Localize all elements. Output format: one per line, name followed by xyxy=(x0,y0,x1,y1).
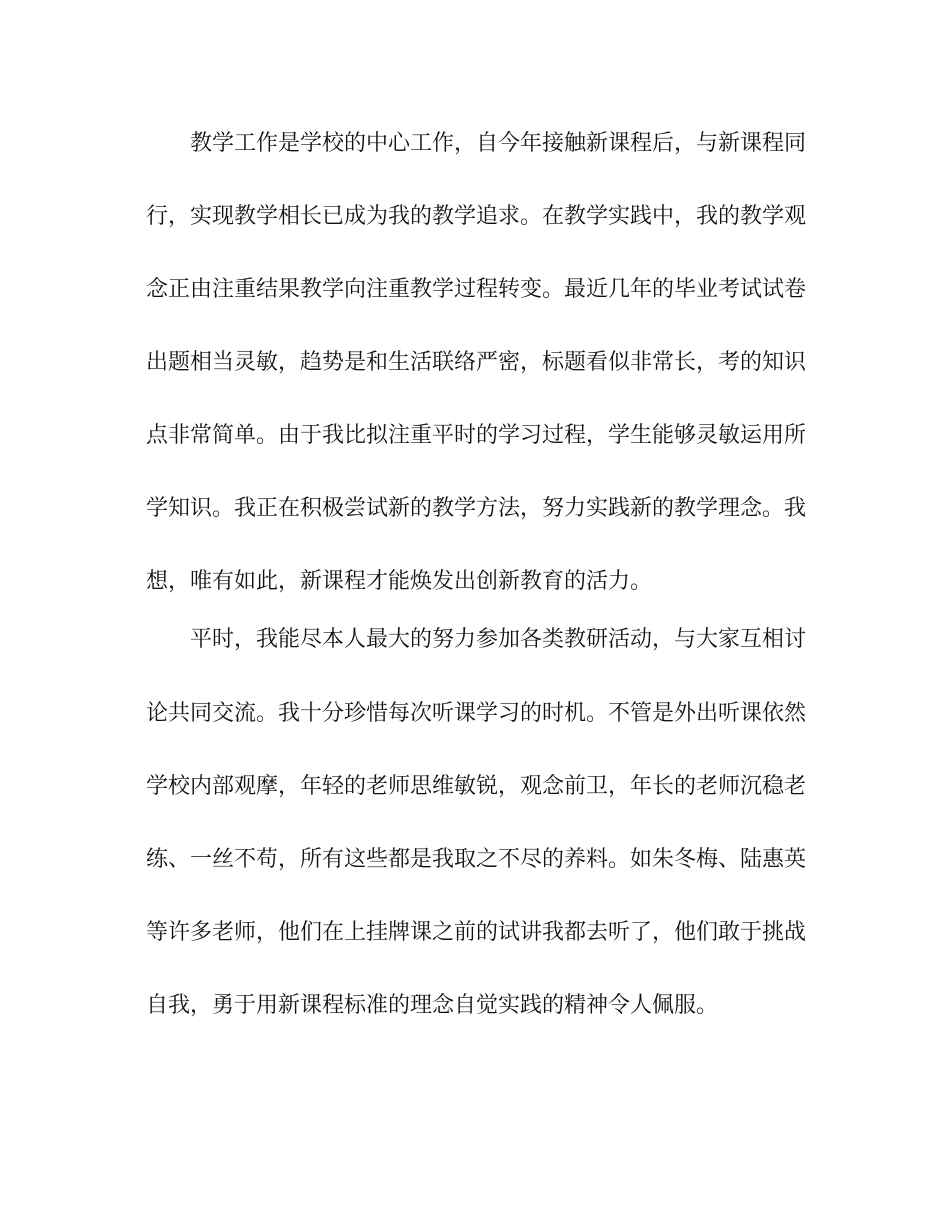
paragraph-1-line-2: 行，实现教学相长已成为我的教学追求。在教学实践中，我的教学观 xyxy=(146,204,807,229)
paragraph-1-line-5: 点非常简单。由于我比拟注重平时的学习过程，学生能够灵敏运用所 xyxy=(146,423,807,448)
paragraph-1-line-4: 出题相当灵敏，趋势是和生活联络严密，标题看似非常长，考的知识 xyxy=(146,350,807,375)
paragraph-1-line-1: 教学工作是学校的中心工作，自今年接触新课程后，与新课程同 xyxy=(190,131,807,156)
paragraph-1-line-6: 学知识。我正在积极尝试新的教学方法，努力实践新的教学理念。我 xyxy=(146,496,807,521)
paragraph-2-line-3: 学校内部观摩，年轻的老师思维敏锐，观念前卫，年长的老师沉稳老 xyxy=(146,774,807,799)
paragraph-2-line-6: 自我，勇于用新课程标准的理念自觉实践的精神令人佩服。 xyxy=(146,993,719,1018)
paragraph-2-line-2: 论共同交流。我十分珍惜每次听课学习的时机。不管是外出听课依然 xyxy=(146,701,807,726)
paragraph-2-line-4: 练、一丝不苟，所有这些都是我取之不尽的养料。如朱冬梅、陆惠英 xyxy=(146,847,807,872)
paragraph-2-line-5: 等许多老师，他们在上挂牌课之前的试讲我都去听了，他们敢于挑战 xyxy=(146,920,807,945)
paragraph-2-line-1: 平时，我能尽本人最大的努力参加各类教研活动，与大家互相讨 xyxy=(190,627,807,652)
paragraph-1-line-7: 想，唯有如此，新课程才能焕发出创新教育的活力。 xyxy=(146,569,653,594)
paragraph-1-line-3: 念正由注重结果教学向注重教学过程转变。最近几年的毕业考试试卷 xyxy=(146,277,807,302)
